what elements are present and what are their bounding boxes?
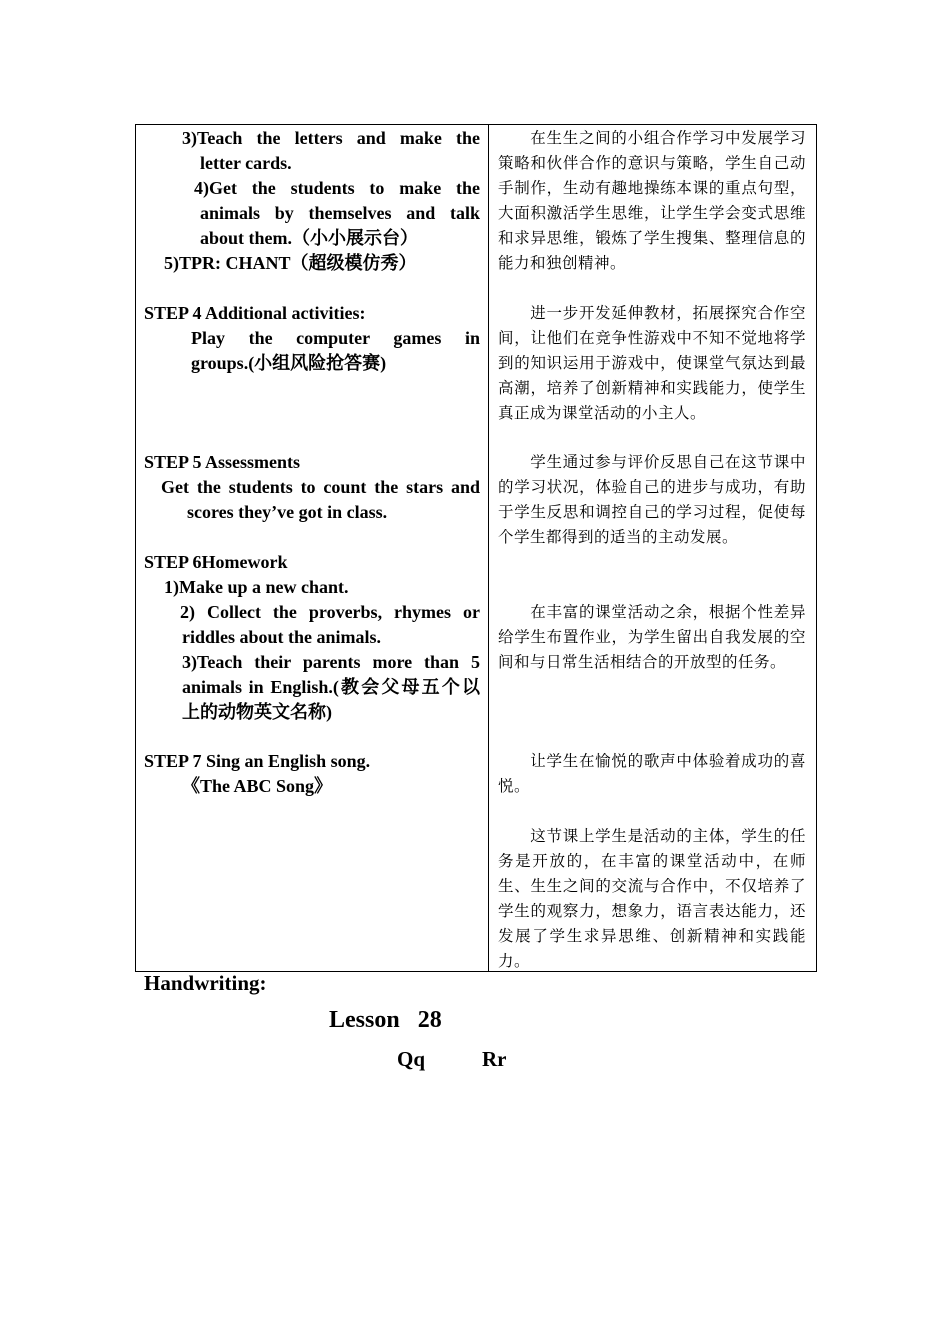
step6-heading: STEP 6Homework	[144, 552, 288, 572]
step4-line-1: Play the computer games in	[191, 328, 480, 348]
step4-heading: STEP 4 Additional activities:	[144, 303, 366, 323]
step7-heading: STEP 7 Sing an English song.	[144, 751, 371, 771]
step6-line-6: 上的动物英文名称)	[182, 702, 332, 722]
procedure-cell	[136, 125, 489, 972]
table-row	[136, 125, 817, 972]
step3-line-2: letter cards.	[200, 153, 292, 173]
handwriting-label: Handwriting:	[144, 971, 267, 995]
step3-line-6: 5)TPR: CHANT（超级模仿秀）	[164, 253, 417, 273]
lesson-plan-table	[135, 124, 817, 972]
step6-line-2: 2) Collect the proverbs, rhymes or	[180, 602, 480, 622]
purpose-paragraph-5: 让学生在愉悦的歌声中体验着成功的喜悦。	[498, 752, 806, 795]
step3-line-5: about them.（小小展示台）	[200, 228, 419, 248]
letters-qq: Qq	[397, 1047, 426, 1071]
purpose-paragraph-4: 在丰富的课堂活动之余，根据个性差异给学生布置作业，为学生留出自我发展的空间和与日常生活相结合的开放型的任务。	[498, 603, 806, 671]
purpose-paragraph-3: 学生通过参与评价反思自己在这节课中的学习状况，体验自己的进步与成功，有助于学生反思和调控自己的学习过程，促使每个学生都得到的适当的主动发展。	[498, 453, 806, 546]
step6-line-1: 1)Make up a new chant.	[164, 577, 349, 597]
lesson-title: Lesson 28	[329, 1007, 442, 1033]
step4-line-2: groups.(小组风险抢答赛)	[191, 353, 387, 373]
step5-line-2: scores they’ve got in class.	[187, 502, 388, 522]
step6-line-3: riddles about the animals.	[182, 627, 382, 647]
step3-line-4: animals by themselves and talk	[200, 203, 480, 223]
purpose-paragraph-1: 在生生之间的小组合作学习中发展学习策略和伙伴合作的意识与策略，学生自己动手制作，生动有趣地操练本课的重点句型，大面积激活学生思维，让学生学会变式思维和求异思维，锻炼了学生搜集、整理信息的能力和独创精神。	[498, 129, 806, 272]
step3-line-1: 3)Teach the letters and make the	[182, 128, 480, 148]
step5-line-1: Get the students to count the stars and	[161, 477, 480, 497]
step7-line-1: 《The ABC Song》	[182, 776, 333, 796]
step5-heading: STEP 5 Assessments	[144, 452, 301, 472]
letters-rr: Rr	[482, 1047, 507, 1071]
step3-line-3: 4)Get the students to make the	[194, 178, 480, 198]
purpose-paragraph-6: 这节课上学生是活动的主体，学生的任务是开放的，在丰富的课堂活动中，在师生、生生之间的交流与合作中，不仅培养了学生的观察力，想象力，语言表达能力，还发展了学生求异思维、创新精神和实践能力。	[498, 827, 806, 970]
purpose-paragraph-2: 进一步开发延伸教材，拓展探究合作空间，让他们在竞争性游戏中不知不觉地将学到的知识运用于游戏中，使课堂气氛达到最高潮，培养了创新精神和实践能力，使学生真正成为课堂活动的小主人。	[498, 304, 806, 422]
step6-line-5: animals in English.(教会父母五个以	[182, 677, 480, 697]
step6-line-4: 3)Teach their parents more than 5	[182, 652, 480, 672]
purpose-cell	[489, 125, 817, 972]
